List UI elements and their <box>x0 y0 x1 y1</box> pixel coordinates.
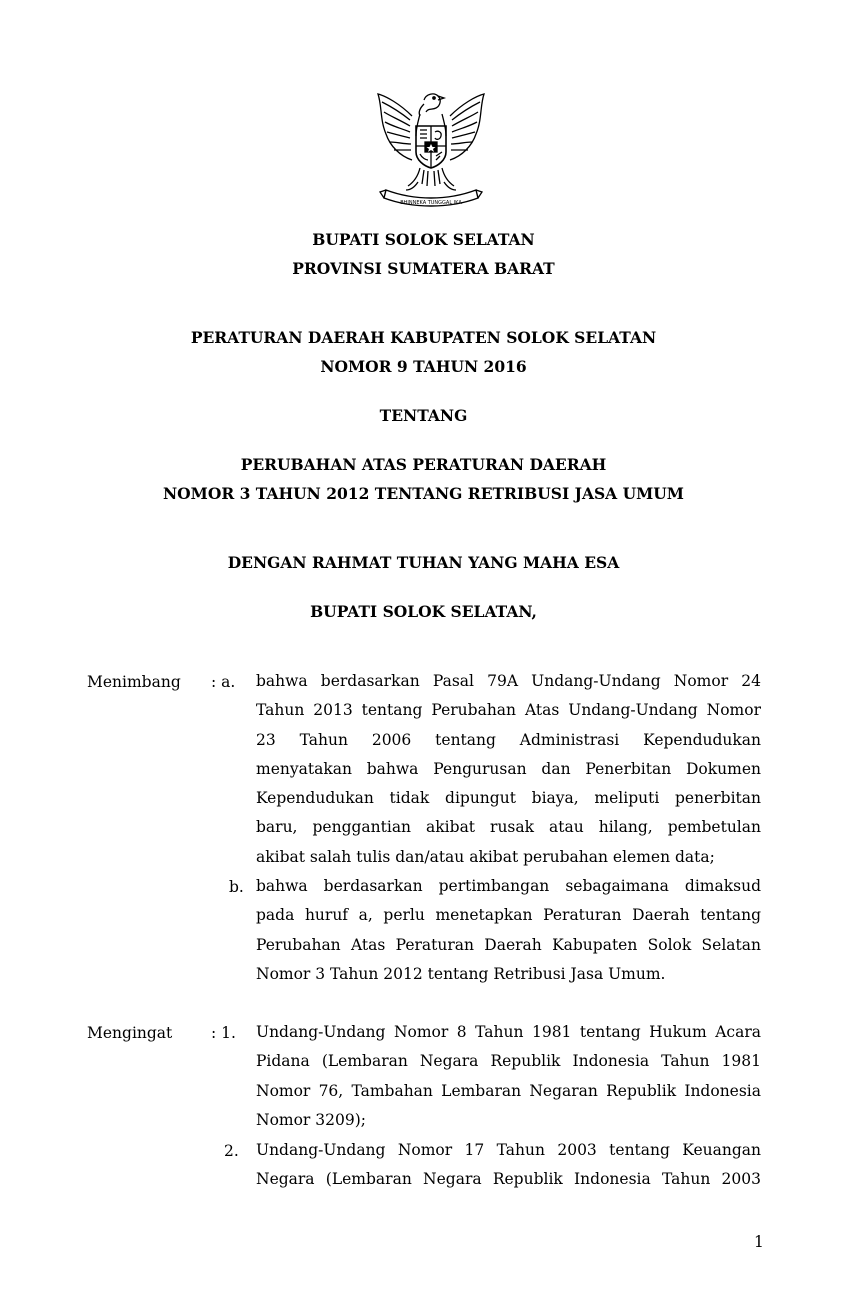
text-line: Negara (Lembaran Negara Republik Indonesia Tahun 2003 <box>256 1170 761 1189</box>
regulation-about: TENTANG <box>379 406 468 425</box>
text-line: menyatakan bahwa Pengurusan dan Penerbitan Dokumen <box>256 759 761 778</box>
text-line: Pidana (Lembaran Negara Republik Indonesia Tahun 1981 <box>256 1052 761 1071</box>
text-line: Nomor 76, Tambahan Lembaran Negaran Republik Indonesia <box>256 1081 761 1100</box>
header-line-2: PROVINSI SUMATERA BARAT <box>292 259 555 278</box>
menimbang-marker-a: : a. <box>211 673 236 691</box>
menimbang-item-b <box>256 872 761 989</box>
text-line: Undang-Undang Nomor 17 Tahun 2003 tentang Keuangan <box>256 1141 761 1159</box>
mengingat-label: Mengingat <box>87 1024 173 1042</box>
text-line: akibat salah tulis dan/atau akibat perubahan elemen data; <box>256 847 715 866</box>
text-line: bahwa berdasarkan Pasal 79A Undang-Undang Nomor 24 <box>256 672 761 690</box>
regulation-title: PERATURAN DAERAH KABUPATEN SOLOK SELATAN <box>190 328 657 347</box>
text-line: Undang-Undang Nomor 8 Tahun 1981 tentang Hukum Acara <box>256 1023 761 1041</box>
mengingat-marker-2: 2. <box>224 1142 239 1160</box>
svg-text:BHINNEKA TUNGGAL IKA: BHINNEKA TUNGGAL IKA <box>400 200 462 206</box>
text-line: pada huruf a, perlu menetapkan Peraturan Daerah tentang <box>256 906 761 925</box>
regulation-number: NOMOR 9 TAHUN 2016 <box>320 357 527 376</box>
text-line: bahwa berdasarkan pertimbangan sebagaimana dimaksud <box>256 877 761 895</box>
text-line: Kependudukan tidak dipungut biaya, meliputi penerbitan <box>256 789 761 808</box>
text-line: baru, penggantian akibat rusak atau hilang, pembetulan <box>256 818 761 837</box>
regulation-subject-2: NOMOR 3 TAHUN 2012 TENTANG RETRIBUSI JASA UMUM <box>163 484 684 503</box>
text-line: Tahun 2013 tentang Perubahan Atas Undang-Undang Nomor <box>256 701 761 720</box>
preamble-official: BUPATI SOLOK SELATAN, <box>310 602 537 621</box>
header-line-1: BUPATI SOLOK SELATAN <box>312 230 535 249</box>
menimbang-marker-b: b. <box>229 878 244 896</box>
garuda-emblem-icon <box>372 86 490 214</box>
menimbang-item-a <box>256 667 761 872</box>
mengingat-marker-1: : 1. <box>211 1024 236 1042</box>
preamble-grace: DENGAN RAHMAT TUHAN YANG MAHA ESA <box>227 553 620 572</box>
text-line: 23 Tahun 2006 tentang Administrasi Kependudukan <box>256 730 761 749</box>
menimbang-label: Menimbang <box>87 673 181 691</box>
mengingat-item-2 <box>256 1136 761 1195</box>
page-number: 1 <box>754 1233 764 1251</box>
mengingat-item-1 <box>256 1018 761 1135</box>
text-line: Perubahan Atas Peraturan Daerah Kabupaten Solok Selatan <box>256 935 761 954</box>
regulation-subject-1: PERUBAHAN ATAS PERATURAN DAERAH <box>240 455 607 474</box>
text-line: Nomor 3209); <box>256 1110 366 1129</box>
text-line: Nomor 3 Tahun 2012 tentang Retribusi Jasa Umum. <box>256 964 666 983</box>
